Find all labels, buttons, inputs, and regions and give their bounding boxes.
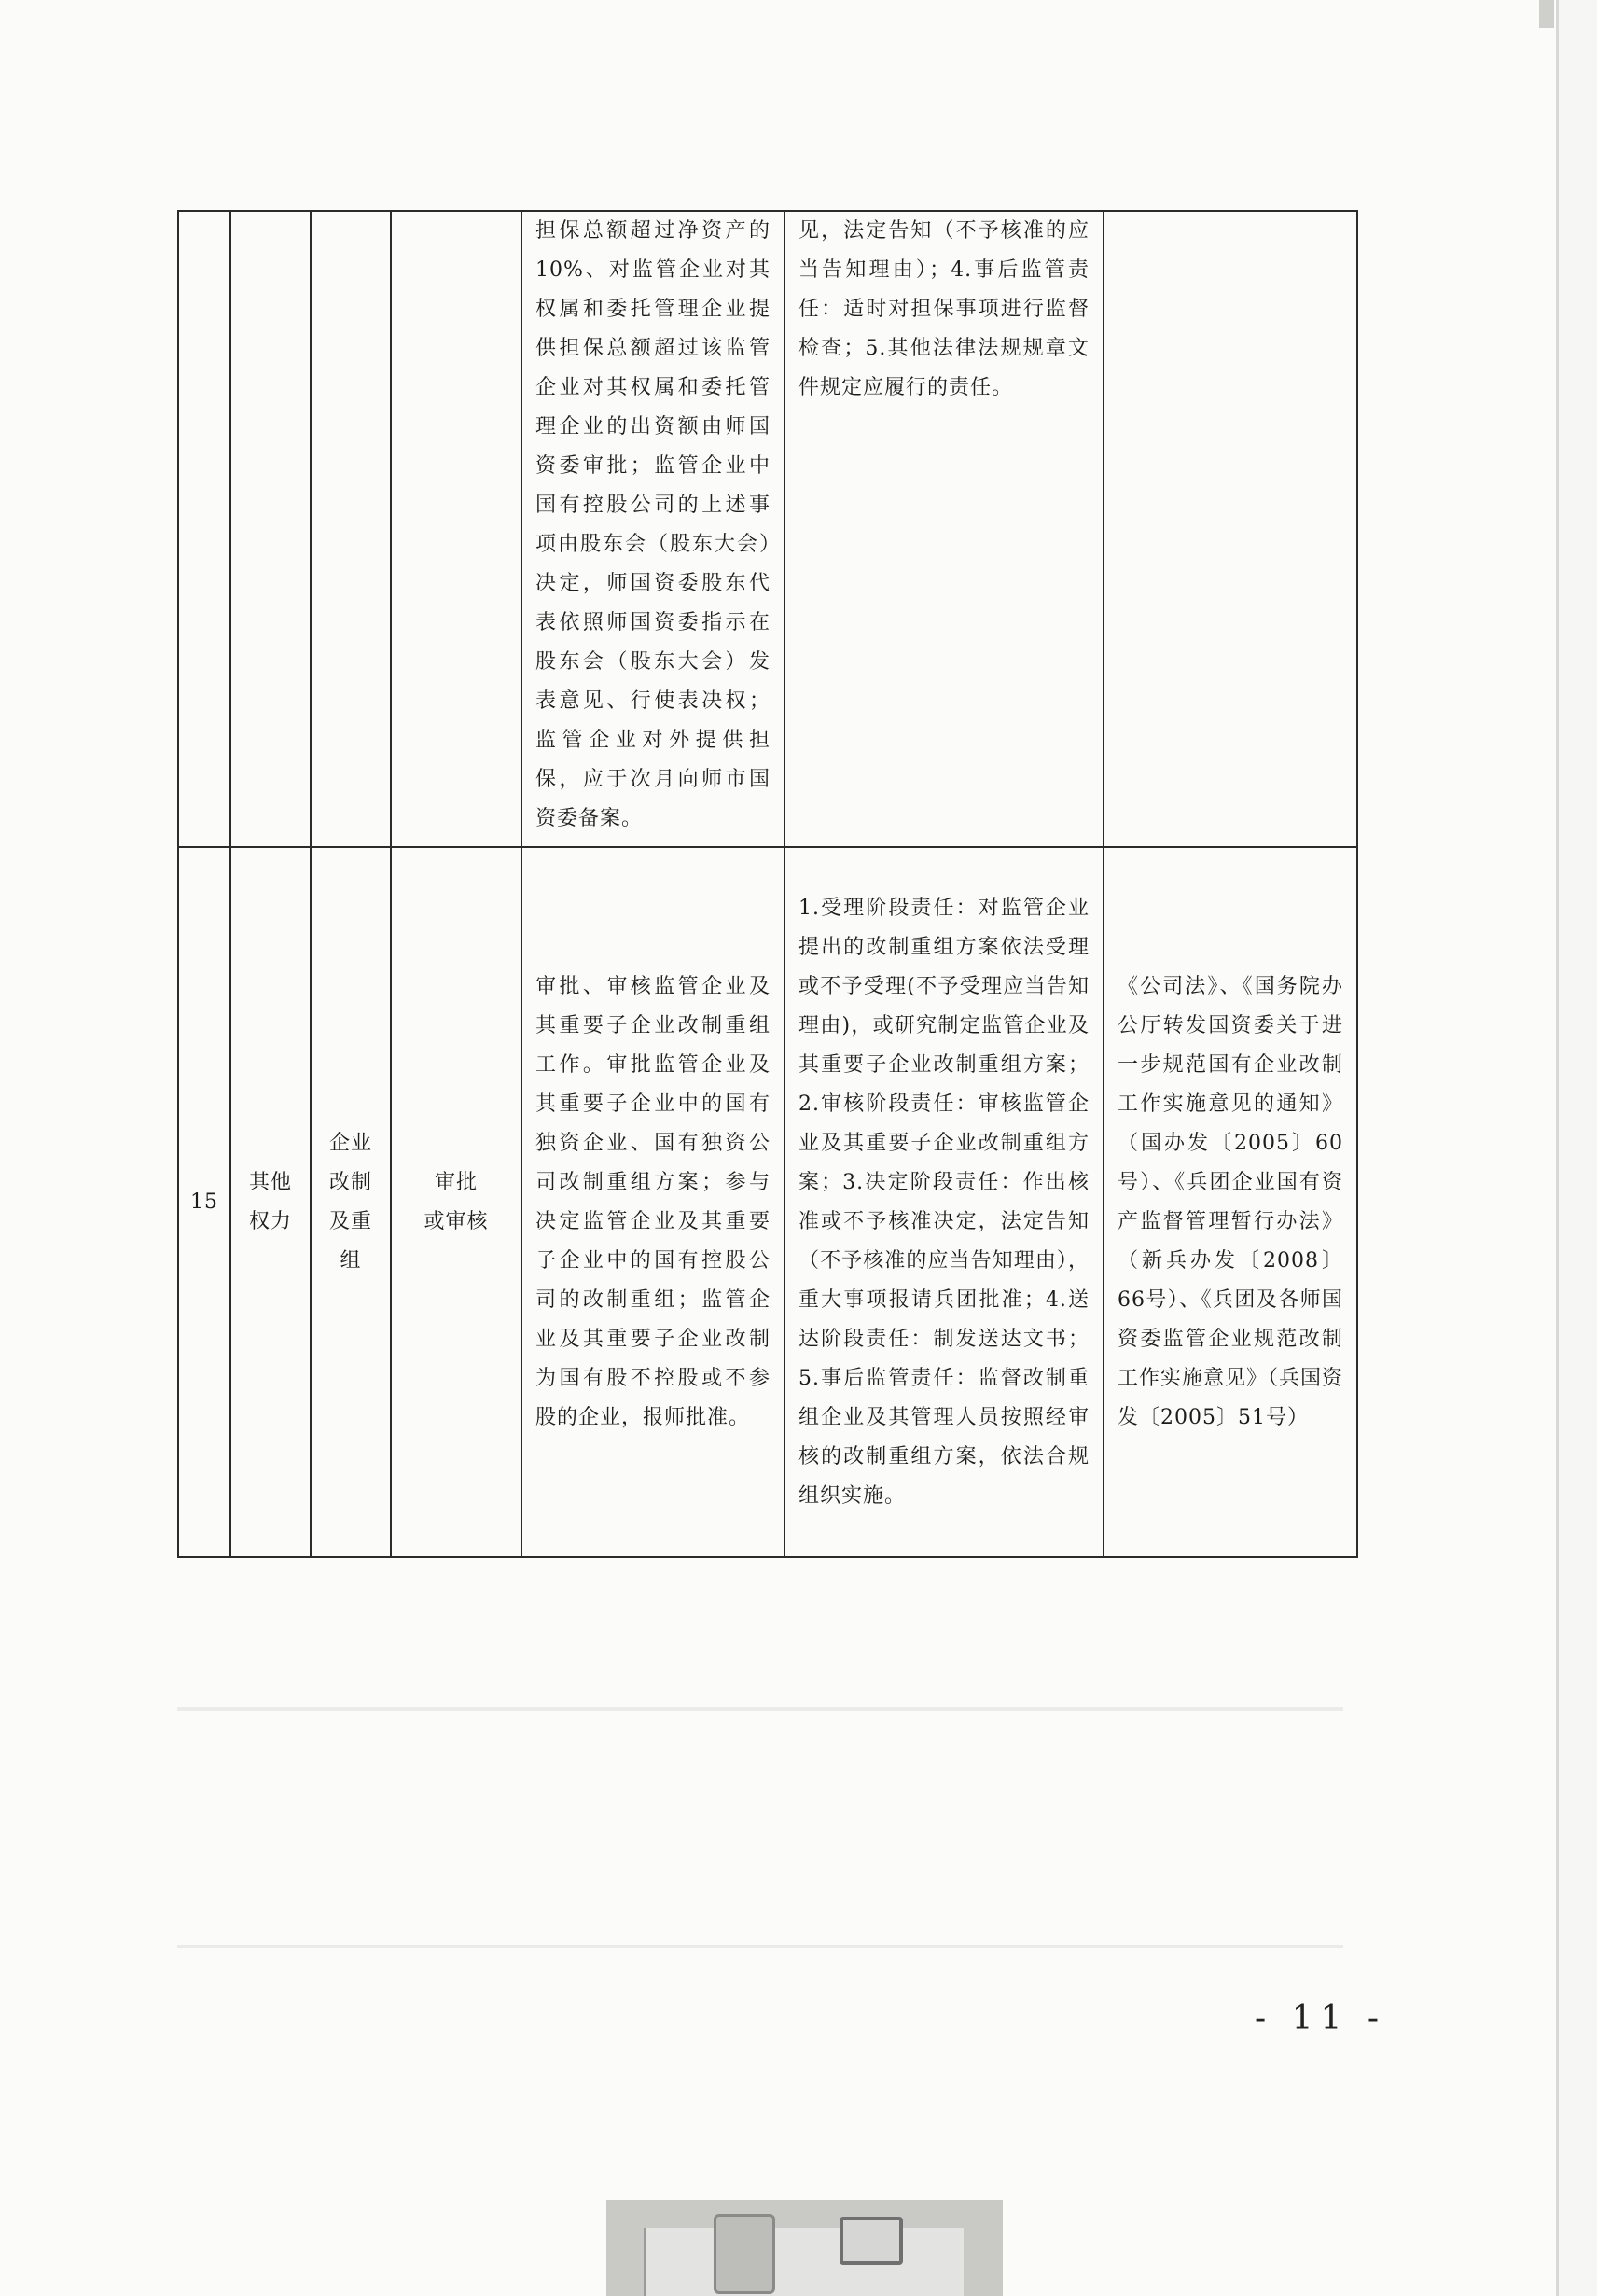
row-number-text: 15 bbox=[190, 1190, 218, 1214]
category-text: 其他 权力 bbox=[248, 1170, 292, 1233]
paper-corner bbox=[1539, 0, 1554, 28]
responsibility-text: 1.受理阶段责任：对监管企业提出的改制重组方案依法受理或不予受理(不予受理应当告知理由)，或研究制定监管企业及其重要子企业改制重组方案；2.审核阶段责任：审核监管企业及其重要子企业改制重组方案；3.决定阶段责任：作出核准或不予核准决定，法定告知（不予核准的应当告知理由），重大事项报请兵团批准；4.送达阶段责任：制发送达文书；5.事后监管责任：监督改制重组企业及其管理人员按照经审核的改制重组方案，依法合规组织实施。 bbox=[798, 896, 1090, 1508]
table-row-15 bbox=[178, 847, 1357, 1557]
cell-responsibility bbox=[785, 847, 1104, 1557]
cell-row-number bbox=[178, 847, 230, 1557]
scanner-tray bbox=[606, 2200, 1003, 2296]
cell-item bbox=[311, 847, 391, 1557]
power-list-table bbox=[177, 210, 1358, 1558]
cell-type bbox=[391, 847, 521, 1557]
table-row-continued bbox=[178, 211, 1357, 847]
page-number: - 11 - bbox=[1255, 1999, 1387, 2038]
photo-icon bbox=[840, 2217, 903, 2265]
continued-description-text: 担保总额超过净资产的10%、对监管企业对其权属和委托管理企业提供担保总额超过该监管企业对其权属和委托管理企业的出资额由师国资委审批；监管企业中国有控股公司的上述事项由股东会（股东大会）决定，师国资委股东代表依照师国资委指示在股东会（股东大会）发表意见、行使表决权；监管企业对外提供担保，应于次月向师市国资委备案。 bbox=[535, 219, 771, 830]
film-icon bbox=[714, 2214, 775, 2294]
description-text: 审批、审核监管企业及其重要子企业改制重组工作。审批监管企业及其重要子企业中的国有独资企业、国有独资公司改制重组方案；参与决定监管企业及其重要子企业中的国有控股公司的改制重组；监管企业及其重要子企业改制为国有股不控股或不参股的企业，报师批准。 bbox=[535, 974, 771, 1429]
type-text: 审批 或审核 bbox=[424, 1170, 489, 1233]
cell-basis bbox=[1104, 847, 1357, 1557]
continued-responsibility-text: 见，法定告知（不予核准的应当告知理由）；4.事后监管责任：适时对担保事项进行监督检查；5.其他法律法规规章文件规定应履行的责任。 bbox=[798, 219, 1090, 399]
cell-item-empty bbox=[311, 211, 391, 847]
cell-responsibility bbox=[785, 211, 1104, 847]
cell-description bbox=[521, 211, 785, 847]
basis-text: 《公司法》、《国务院办公厅转发国资委关于进一步规范国有企业改制工作实施意见的通知》（国办发〔2005〕60号）、《兵团企业国有资产监督管理暂行办法》（新兵办发〔2008〕66号）、《兵团及各师国资委监管企业规范改制工作实施意见》（兵国资发〔2005〕51号） bbox=[1118, 974, 1344, 1429]
cell-basis-empty bbox=[1104, 211, 1357, 847]
cell-number-empty bbox=[178, 211, 230, 847]
bleed-through-band bbox=[177, 1707, 1343, 1711]
cell-description bbox=[521, 847, 785, 1557]
cell-category-empty bbox=[230, 211, 311, 847]
item-text: 企业 改制 及重 组 bbox=[328, 1131, 372, 1273]
cell-category bbox=[230, 847, 311, 1557]
cell-type-empty bbox=[391, 211, 521, 847]
bleed-through-band bbox=[177, 1945, 1343, 1948]
paper-edge bbox=[1556, 0, 1559, 2296]
scanner-window bbox=[644, 2228, 964, 2296]
